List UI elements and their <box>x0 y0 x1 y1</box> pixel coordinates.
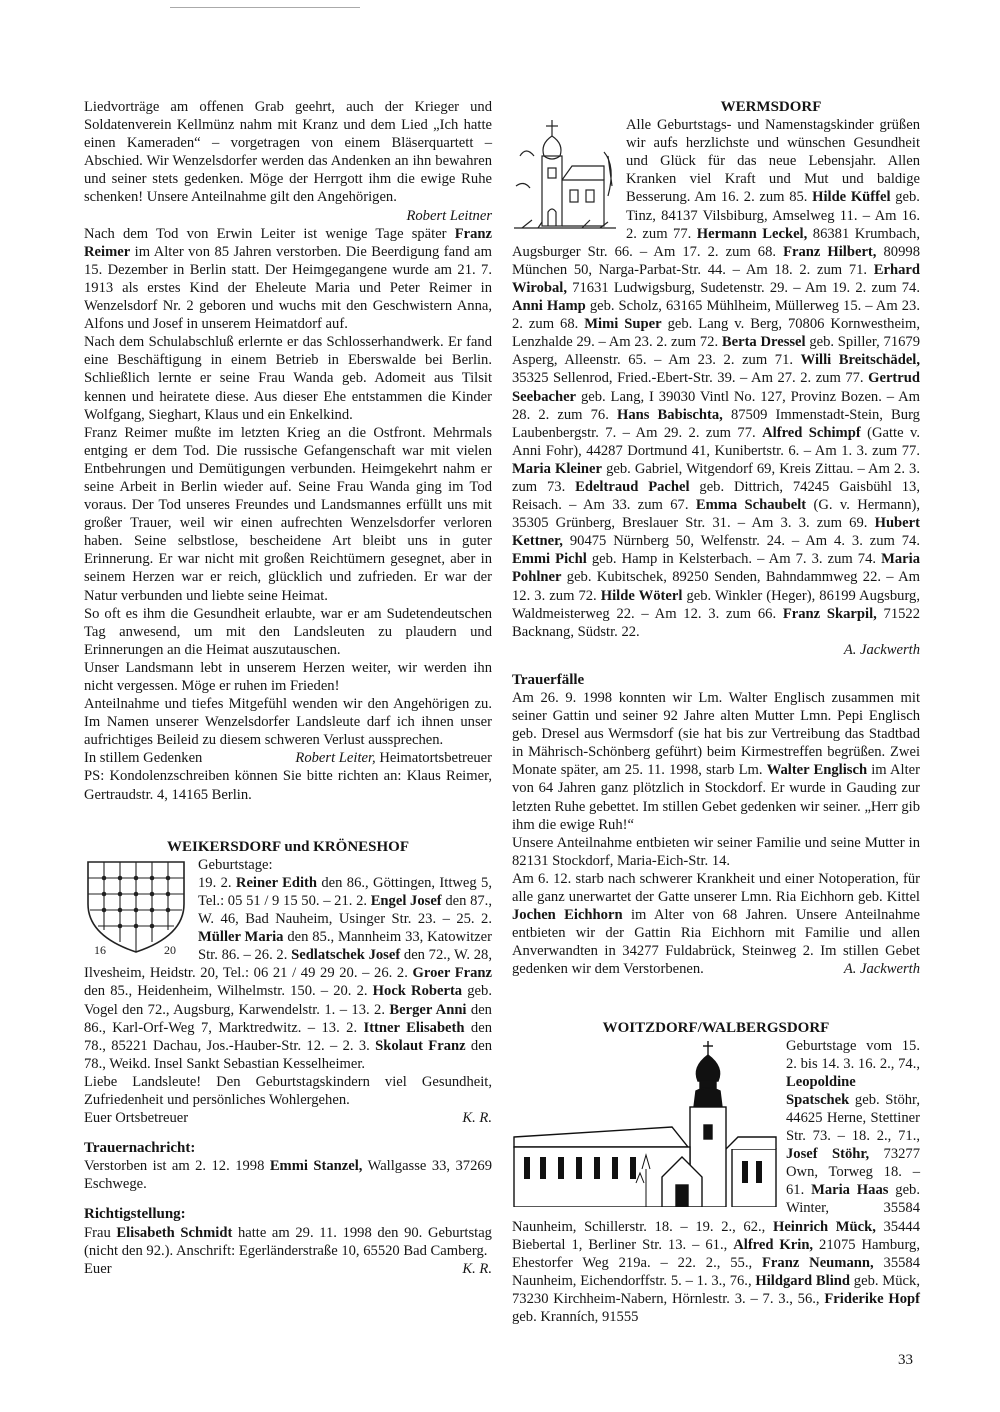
text: den 87., W. 46, Bad Nauheim, Usinger Str. 23. – 25. 2. <box>198 892 492 928</box>
person-name: Erhard Wirobal, <box>512 261 920 296</box>
person-name: Jochen Eichhorn <box>512 907 623 924</box>
obituary-paragraph <box>512 870 920 979</box>
person-name: Emmi Stanzel, <box>269 1158 363 1175</box>
signature: Robert Leitner <box>406 207 492 224</box>
church-drawing-icon <box>512 1037 778 1207</box>
person-name: Franz Neumann, <box>762 1254 874 1271</box>
signature-label: Euer <box>84 1260 112 1277</box>
person-name: Franz Reimer <box>84 225 492 260</box>
top-rule <box>170 7 360 8</box>
text: geb. Stöhr, 44625 Herne, Stettiner Str. 73. – 18. 2., 71., <box>786 1091 920 1145</box>
person-name: Berger Anni <box>389 1001 467 1018</box>
text: Frau <box>84 1224 111 1241</box>
signature: K. R. <box>462 1260 492 1277</box>
church-sketch-icon <box>512 116 618 242</box>
person-name: Groer Franz <box>412 965 492 982</box>
person-name: Josef Stöhr, <box>786 1146 870 1163</box>
obituary-paragraph: Unser Landsmann lebt in unserem Herzen weiter, wir werden ihn nicht vergessen. Möge er ruhen im Frieden! <box>84 659 492 694</box>
greeting: Liebe Landsleute! Den Geburtstagskindern viel Gesundheit, Zufriedenheit und persönliches Wohlergehen. <box>84 1073 492 1108</box>
person-name: Mimi Super <box>584 316 662 333</box>
person-name: Berta Dressel <box>721 334 806 351</box>
text: den 86., Göttingen, Ittweg 5, Tel.: 05 51 / 9 15 50. – 21. 2. <box>198 874 492 909</box>
person-name: Hans Babischta, <box>617 406 723 423</box>
text: 87509 Immenstadt-Stein, Burg Laubenbergstr. 7. – Am 29. 2. zum 77. <box>512 406 920 441</box>
text: den 86., Karl-Orf-Weg 7, Marktredwitz. – 13. 2. <box>84 1001 492 1036</box>
weikersdorf-birthdays <box>84 856 492 1073</box>
obituary-paragraph: Franz Reimer mußte im letzten Krieg an die Ostfront. Mehrmals entging er dem Tod. Die russische Gefangenschaft war mit vielen Entbehrungen und Demütigungen verbunden. Heimgekehrt nahm er seine Arbeit in Berlin wieder auf. Seine Frau Wanda ging im Tod voraus. Der Tod unseres Freundes und Landsmannes erfüllt uns mit großer Trauer, weil wir einen aufrechten Wenzelsdorfer verloren haben. Seine selbstlose, bescheidene Art bleibt uns in guter Erinnerung. Er war nicht mit großen Reichtümern gesegnet, aber in seinem Herzen war er reich, glücklich und zufrieden. Er war der Natur verbunden und liebte seine Heimat. <box>84 424 492 604</box>
notice <box>84 1157 492 1193</box>
text: im Alter von 64 Jahren ganz plötzlich in Stockdorf. Er wurde in Gauding zur letzten Ruhe gebettet. Im stillen Gebet gedenken wir seiner. „Herr gib ihm die ewige Ruh!“ <box>512 762 920 833</box>
obituary-paragraph: Unsere Anteilnahme entbieten wir seiner Familie und seine Mutter in 82131 Stockdorf, Maria-Eich-Str. 14. <box>512 834 920 869</box>
text: den 78., Weikd. Insel Sankt Sebastian Kesselheimer. <box>84 1037 492 1072</box>
text: geb. Lang, I 39030 Vintl No. 127, Provinz Bozen. – Am 28. 2. zum 76. <box>512 388 921 423</box>
section-heading: WOITZDORF/WALBERGSDORF <box>602 1019 830 1036</box>
right-column <box>512 98 920 1326</box>
person-name: Maria Haas <box>811 1182 889 1199</box>
person-name: Maria Pohlner <box>512 551 920 586</box>
text: 35584 Naunheim, Eichendorffstr. 5. – 1. 3., 76., <box>512 1254 920 1289</box>
postscript: PS: Kondolenzschreiben können Sie bitte richten an: Klaus Reimer, Gertraudstr. 4, 14165 Berlin. <box>84 768 492 803</box>
person-name: Hildgard Blind <box>755 1272 851 1289</box>
crest-year-left: 16 <box>94 942 106 956</box>
person-name: Maria Kleiner <box>512 460 602 477</box>
person-name: Emma Schaubelt <box>695 497 807 514</box>
section-heading: WEIKERSDORF und KRÖNESHOF <box>167 838 409 855</box>
obituary-paragraph: So oft es ihm die Gesundheit erlaubte, war er am Sudetendeutschen Tag anwesend, um mit den Landsleuten zu plaudern und Erinnerungen an die Heimat auszutauschen. <box>84 605 492 658</box>
person-name: Alfred Krin, <box>733 1236 814 1253</box>
text: geb. Hamp in Kelsterbach. – Am 7. 3. zum 74. <box>591 551 877 568</box>
person-name: Friderike Hopf <box>824 1290 920 1307</box>
text: geb. Winkler (Heger), 86199 Augsburg, Waldmeisterweg 22. – Am 12. 3. zum 66. <box>512 587 920 622</box>
coat-of-arms-icon <box>84 856 190 956</box>
person-name: Edeltraud Pachel <box>575 478 690 495</box>
obituary-paragraph: Nach dem Schulabschluß erlernte er das Schlosserhandwerk. Er fand eine Beschäftigung in einem Betrieb in Eberswalde bei Berlin. Schließlich lernte er seine Frau Wanda geb. Adomeit aus Tilsit kennen und heiratete diese. Aus dieser Ehe entstammen die Kinder Wolfgang, Sieghart, Klaus und ein Enkelkind. <box>84 334 492 423</box>
subheading: Trauernachricht: <box>84 1140 196 1157</box>
person-name: Hock Roberta <box>372 983 463 1000</box>
obituary-paragraph: Liedvorträge am offenen Grab geehrt, auch der Krieger und Soldatenverein Kellmünz nahm mit Kranz und dem Lied „Ich hatte einen Kameraden“ – vorgetragen von einem Bläserquartett – Abschied. Wir Wenzelsdorfer werden das Andenken an ihn bewahren und seiner stets gedenken. Möge der Herrgott ihm die ewige Ruhe schenken! Unsere Anteilnahme gilt den Angehörigen. <box>84 99 492 206</box>
text: geb. Winter, 35584 Naunheim, Schillerstr. 18. – 19. 2., 62., <box>512 1182 920 1235</box>
person-name: Anni Hamp <box>512 298 586 315</box>
text: 35444 Biebertal 1, Berliner Str. 13. – 61., <box>512 1218 920 1253</box>
signature: K. R. <box>462 1110 492 1127</box>
text: 71631 Ludwigsburg, Sudetenstr. 29. – Am 19. 2. zum 74. <box>572 279 920 296</box>
person-name: Hilde Wöterl <box>600 587 683 604</box>
obituary-paragraph <box>512 689 920 834</box>
text: Nach dem Tod von Erwin Leiter ist wenige Tage später <box>84 225 447 242</box>
text: geb. Tinz, 84137 Vilsbiburg, Amselweg 11. – Am 16. 2. zum 77. <box>626 189 920 242</box>
text: Alle Geburtstags- und Namenstagskinder grüßen wir aufs herzlichste und wünschen Gesundheit und Glück für das neue Lebensjahr. Allen Kranken viel Kraft und Mut und baldige Besserung. Am 16. 2. zum 85. <box>626 117 920 206</box>
signature: A. Jackwerth <box>843 961 920 978</box>
text: den 85., Heidenheim, Wilhelmstr. 150. – 20. 2. <box>84 983 368 1000</box>
text: Am 26. 9. 1998 konnten wir Lm. Walter Englisch zusammen mit seiner Gattin und seiner 92 Jahre alten Mutter Lmn. Pepi Englisch geb. Dresel aus Wermsdorf (sie hat bis zur Vertreibung das Stadtbad in Mährisch-Schönberg geführt) beim Kirmestreffen begrüßen. Zwei Monate später, am 25. 11. 1998, starb Lm. <box>512 690 920 779</box>
person-name: Heinrich Mück, <box>772 1218 876 1235</box>
person-name: Leopoldine Spatschek <box>786 1073 856 1108</box>
closing-signer: Robert Leiter, <box>295 750 376 767</box>
person-name: Franz Hilbert, <box>783 243 877 260</box>
left-column <box>84 98 492 1278</box>
closing: In stillem Gedenken <box>84 750 203 767</box>
text: hatte am 29. 11. 1998 den 90. Geburtstag (nicht den 92.). Anschrift: Egerländerstraße 10, 65520 Bad Camberg. <box>84 1224 492 1259</box>
text: geb. Kranních, 91555 <box>512 1309 639 1325</box>
obituary-paragraph: Anteilnahme und tiefes Mitgefühl wenden wir den Angehörigen zu. Im Namen unserer Wenzelsdorfer Landsleute darf ich ihnen unser aufrichtiges Beileid zu diesem schweren Verlust aussprechen. <box>84 696 492 749</box>
text: 90475 Nürnberg 50, Welfenstr. 24. – Am 4. 3. zum 74. <box>569 533 920 550</box>
person-name: Müller Maria <box>198 929 284 946</box>
person-name: Ittner Elisabeth <box>363 1019 465 1036</box>
person-name: Hubert Kettner, <box>512 515 920 550</box>
text: Geburtstage vom 15. 2. bis 14. 3. 16. 2., 74., <box>786 1037 920 1072</box>
person-name: Gertrud Seebacher <box>512 370 920 405</box>
person-name: Emmi Pichl <box>512 551 587 568</box>
text: 73277 Own, Torweg 18. – 61. <box>786 1146 920 1199</box>
text: 80998 München 50, Narga-Parbat-Str. 44. – Am 18. 2. zum 71. <box>512 243 920 278</box>
text: im Alter von 85 Jahren verstorben. Die Beerdigung fand am 15. Dezember in Berlin statt. Der Heimgegangene wurde am 21. 7. 1913 als erstes Kind der Eheleute Maria und Peter Reimer in Wenzelsdorf Nr. 2 geboren und wuchs mit den Geschwistern Anna, Alfons und Josef in unserem Heimatdorf auf. <box>84 243 492 333</box>
closing-line <box>84 749 492 767</box>
text: geb. Gabriel, Witgendorf 69, Kreis Zittau. – Am 2. 3. zum 73. <box>512 460 921 495</box>
person-name: Skolaut Franz <box>375 1037 466 1054</box>
text: geb. Scholz, 63165 Mühlheim, Müllerweg 15. – Am 23. 2. zum 68. <box>512 298 920 333</box>
text: geb. Dittrich, 74245 Gaisbühl 13, Reisach. – Am 33. zum 67. <box>512 478 920 514</box>
text: 35325 Sellenrod, Fried.-Ebert-Str. 39. – Am 27. 2. zum 77. <box>512 370 864 387</box>
signature-label: Euer Ortsbetreuer <box>84 1110 189 1127</box>
text: im Alter von 68 Jahren. Unsere Anteilnahme entbieten wir der Gattin Ria Eichhorn mit Familie und allen Anverwandten in 34277 Fuldabrück, Steinweg 2. Im stillen Gebet gedenken wir dem Verstorbenen. <box>512 907 920 978</box>
person-name: Walter Englisch <box>766 762 868 779</box>
person-name: Franz Skarpil, <box>782 605 877 622</box>
person-name: Engel Josef <box>370 892 442 909</box>
text: (G. v. Hermann), 35305 Grünberg, Breslauer Str. 31. – Am 3. 3. zum 69. <box>512 497 921 532</box>
text: 71522 Backnang, Südstr. 22. <box>512 605 921 640</box>
text: Am 6. 12. starb nach schwerer Krankheit und einer Notoperation, für alle ganz unerwartet der Gatte unserer Lmn. Ria Eichhorn geb. Kittel <box>512 870 920 906</box>
page-number: 33 <box>898 1352 913 1368</box>
text: geb. Kubitschek, 89250 Senden, Bahndammweg 22. – Am 12. 3. zum 72. <box>512 569 920 604</box>
subheading: Trauerfälle <box>512 671 585 688</box>
signature-row <box>84 1109 492 1127</box>
signature-row <box>84 1260 492 1278</box>
obituary-paragraph <box>84 225 492 334</box>
text: 19. 2. <box>198 874 232 891</box>
person-name: Alfred Schimpf <box>762 424 861 441</box>
person-name: Hermann Leckel, <box>696 225 808 242</box>
person-name: Sedlatschek Josef <box>291 947 401 964</box>
text: den 85., Mannheim 33, Katowitzer Str. 86. – 26. 2. <box>198 929 492 964</box>
section-heading: WERMSDORF <box>720 99 822 115</box>
text: geb. Lang v. Berg, 70806 Kornwestheim, Lenzhalde 29. – Am 23. 2. zum 72. <box>512 316 920 351</box>
person-name: Elisabeth Schmidt <box>116 1224 233 1241</box>
text: den 78., 85221 Dachau, Jos.-Hauber-Str. 12. – 2. 3. <box>84 1019 492 1054</box>
person-name: Reiner Edith <box>235 874 318 891</box>
text: Verstorben ist am 2. 12. 1998 <box>84 1158 265 1175</box>
crest-year-right: 20 <box>164 942 176 956</box>
subheading: Richtigstellung: <box>84 1206 186 1223</box>
text: geb. Vogel den 72., Augsburg, Karwendelstr. 1. – 13. 2. <box>84 983 492 1018</box>
person-name: Hilde Küffel <box>812 189 891 206</box>
text: den 72., W. 28, Ilvesheim, Heidstr. 20, Tel.: 06 21 / 49 29 20. – 26. 2. <box>84 947 492 982</box>
text: 86381 Krumbach, Augsburger Str. 66. – Am 17. 2. zum 68. <box>512 225 920 260</box>
closing-signature <box>295 749 492 767</box>
birthday-intro: Geburtstage: <box>198 856 273 873</box>
notice <box>84 1224 492 1260</box>
text: Wallgasse 33, 37269 Eschwege. <box>84 1158 492 1193</box>
closing-role: Heimatortsbetreuer <box>379 750 492 767</box>
person-name: Willi Breitschädel, <box>800 352 921 369</box>
text: geb. Mück, 73230 Kirchheim-Nabern, Hörnlestr. 3. – 7. 3., 56., <box>512 1272 920 1307</box>
text: (Gatte v. Anni Fohr), 44287 Dortmund 41, Kunibertstr. 6. – Am 1. 3. zum 77. <box>512 424 920 459</box>
signature: A. Jackwerth <box>843 641 920 658</box>
text: 21075 Hamburg, Ehestorfer Weg 219a. – 22. 2., 55., <box>512 1236 920 1271</box>
text: geb. Spiller, 71679 Asperg, Alleenstr. 65. – Am 23. 2. zum 71. <box>512 334 921 369</box>
